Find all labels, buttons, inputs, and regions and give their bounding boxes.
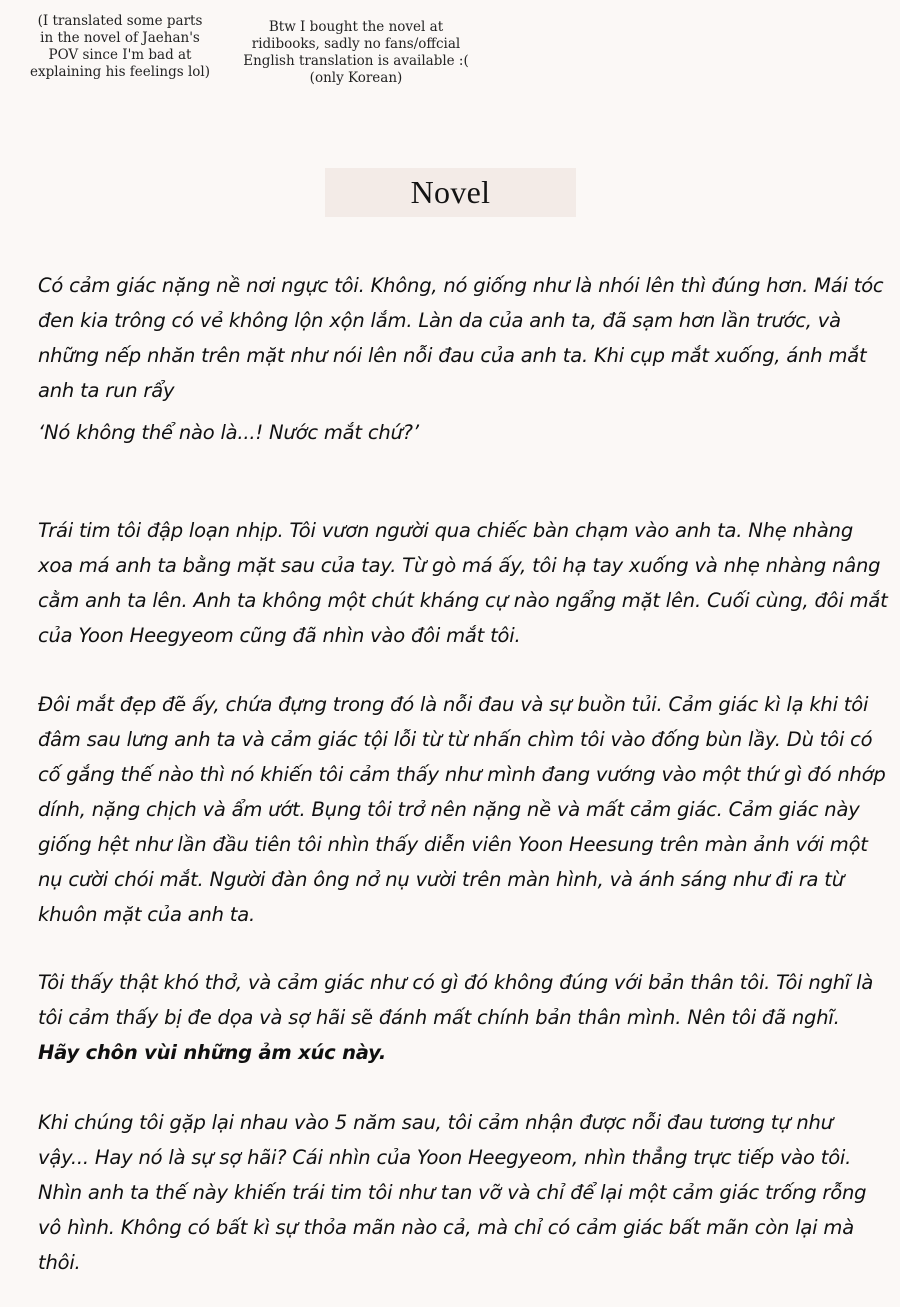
translator-note-left: (I translated some parts in the novel of Jaehan's POV since I'm bad at explaining his feelings lol): [30, 13, 210, 80]
emphasis-line: Hãy chôn vùi những ảm xúc này.: [38, 1041, 387, 1064]
paragraph-4: Đôi mắt đẹp đẽ ấy, chứa đựng trong đó là nỗi đau và sự buồn tủi. Cảm giác kì lạ khi tôi đâm sau lưng anh ta và cảm giác tội lỗi từ từ nhấn chìm tôi vào đống bùn lầy. Dù tôi có cố gắng thế nào thì nó khiến tôi cảm thấy như mình đang vướng vào một thứ gì đó nhớp dính, nặng chịch và ẩm ướt. Bụng tôi trở nên nặng nề và mất cảm giác. Cảm giác này giống hệt như lần đầu tiên tôi nhìn thấy diễn viên Yoon Heesung trên màn ảnh với một nụ cười chói mắt. Người đàn ông nở nụ vười trên màn hình, và ánh sáng như đi ra từ khuôn mặt của anh ta.: [38, 693, 886, 926]
section-title: Novel: [410, 174, 491, 210]
paragraph-1: Có cảm giác nặng nề nơi ngực tôi. Không, nó giống như là nhói lên thì đúng hơn. Mái tóc đen kia trông có vẻ không lộn xộn lắm. Làn da của anh ta, đã sạm hơn lần trước, và những nếp nhăn trên mặt như nói lên nỗi đau của anh ta. Khi cụp mắt xuống, ánh mắt anh ta run rẩy: [38, 274, 884, 402]
paragraph-5: [38, 965, 888, 1070]
section-title-box: [325, 168, 576, 217]
paragraph-5-text: Tôi thấy thật khó thở, và cảm giác như có gì đó không đúng với bản thân tôi. Tôi nghĩ là tôi cảm thấy bị đe dọa và sợ hãi sẽ đánh mất chính bản thân mình. Nên tôi đã nghĩ.: [38, 971, 874, 1029]
paragraph-6: Khi chúng tôi gặp lại nhau vào 5 năm sau, tôi cảm nhận được nỗi đau tương tự như vậy... Hay nó là sự sợ hãi? Cái nhìn của Yoon Heegyeom, nhìn thẳng trực tiếp vào tôi. Nhìn anh ta thế này khiến trái tim tôi như tan vỡ và chỉ để lại một cảm giác trống rỗng vô hình. Không có bất kì sự thỏa mãn nào cả, mà chỉ có cảm giác bất mãn còn lại mà thôi.: [38, 1111, 867, 1274]
paragraph-2-quote: ‘Nó không thể nào là...! Nước mắt chứ?’: [38, 421, 419, 444]
paragraph-3: Trái tim tôi đập loạn nhịp. Tôi vươn người qua chiếc bàn chạm vào anh ta. Nhẹ nhàng xoa má anh ta bằng mặt sau của tay. Từ gò má ấy, tôi hạ tay xuống và nhẹ nhàng nâng cằm anh ta lên. Anh ta không một chút kháng cự nào ngẩng mặt lên. Cuối cùng, đôi mắt của Yoon Heegyeom cũng đã nhìn vào đôi mắt tôi.: [38, 519, 888, 647]
translator-note-right: Btw I bought the novel at ridibooks, sadly no fans/offcial English translation is available :( (only Korean): [243, 19, 469, 86]
